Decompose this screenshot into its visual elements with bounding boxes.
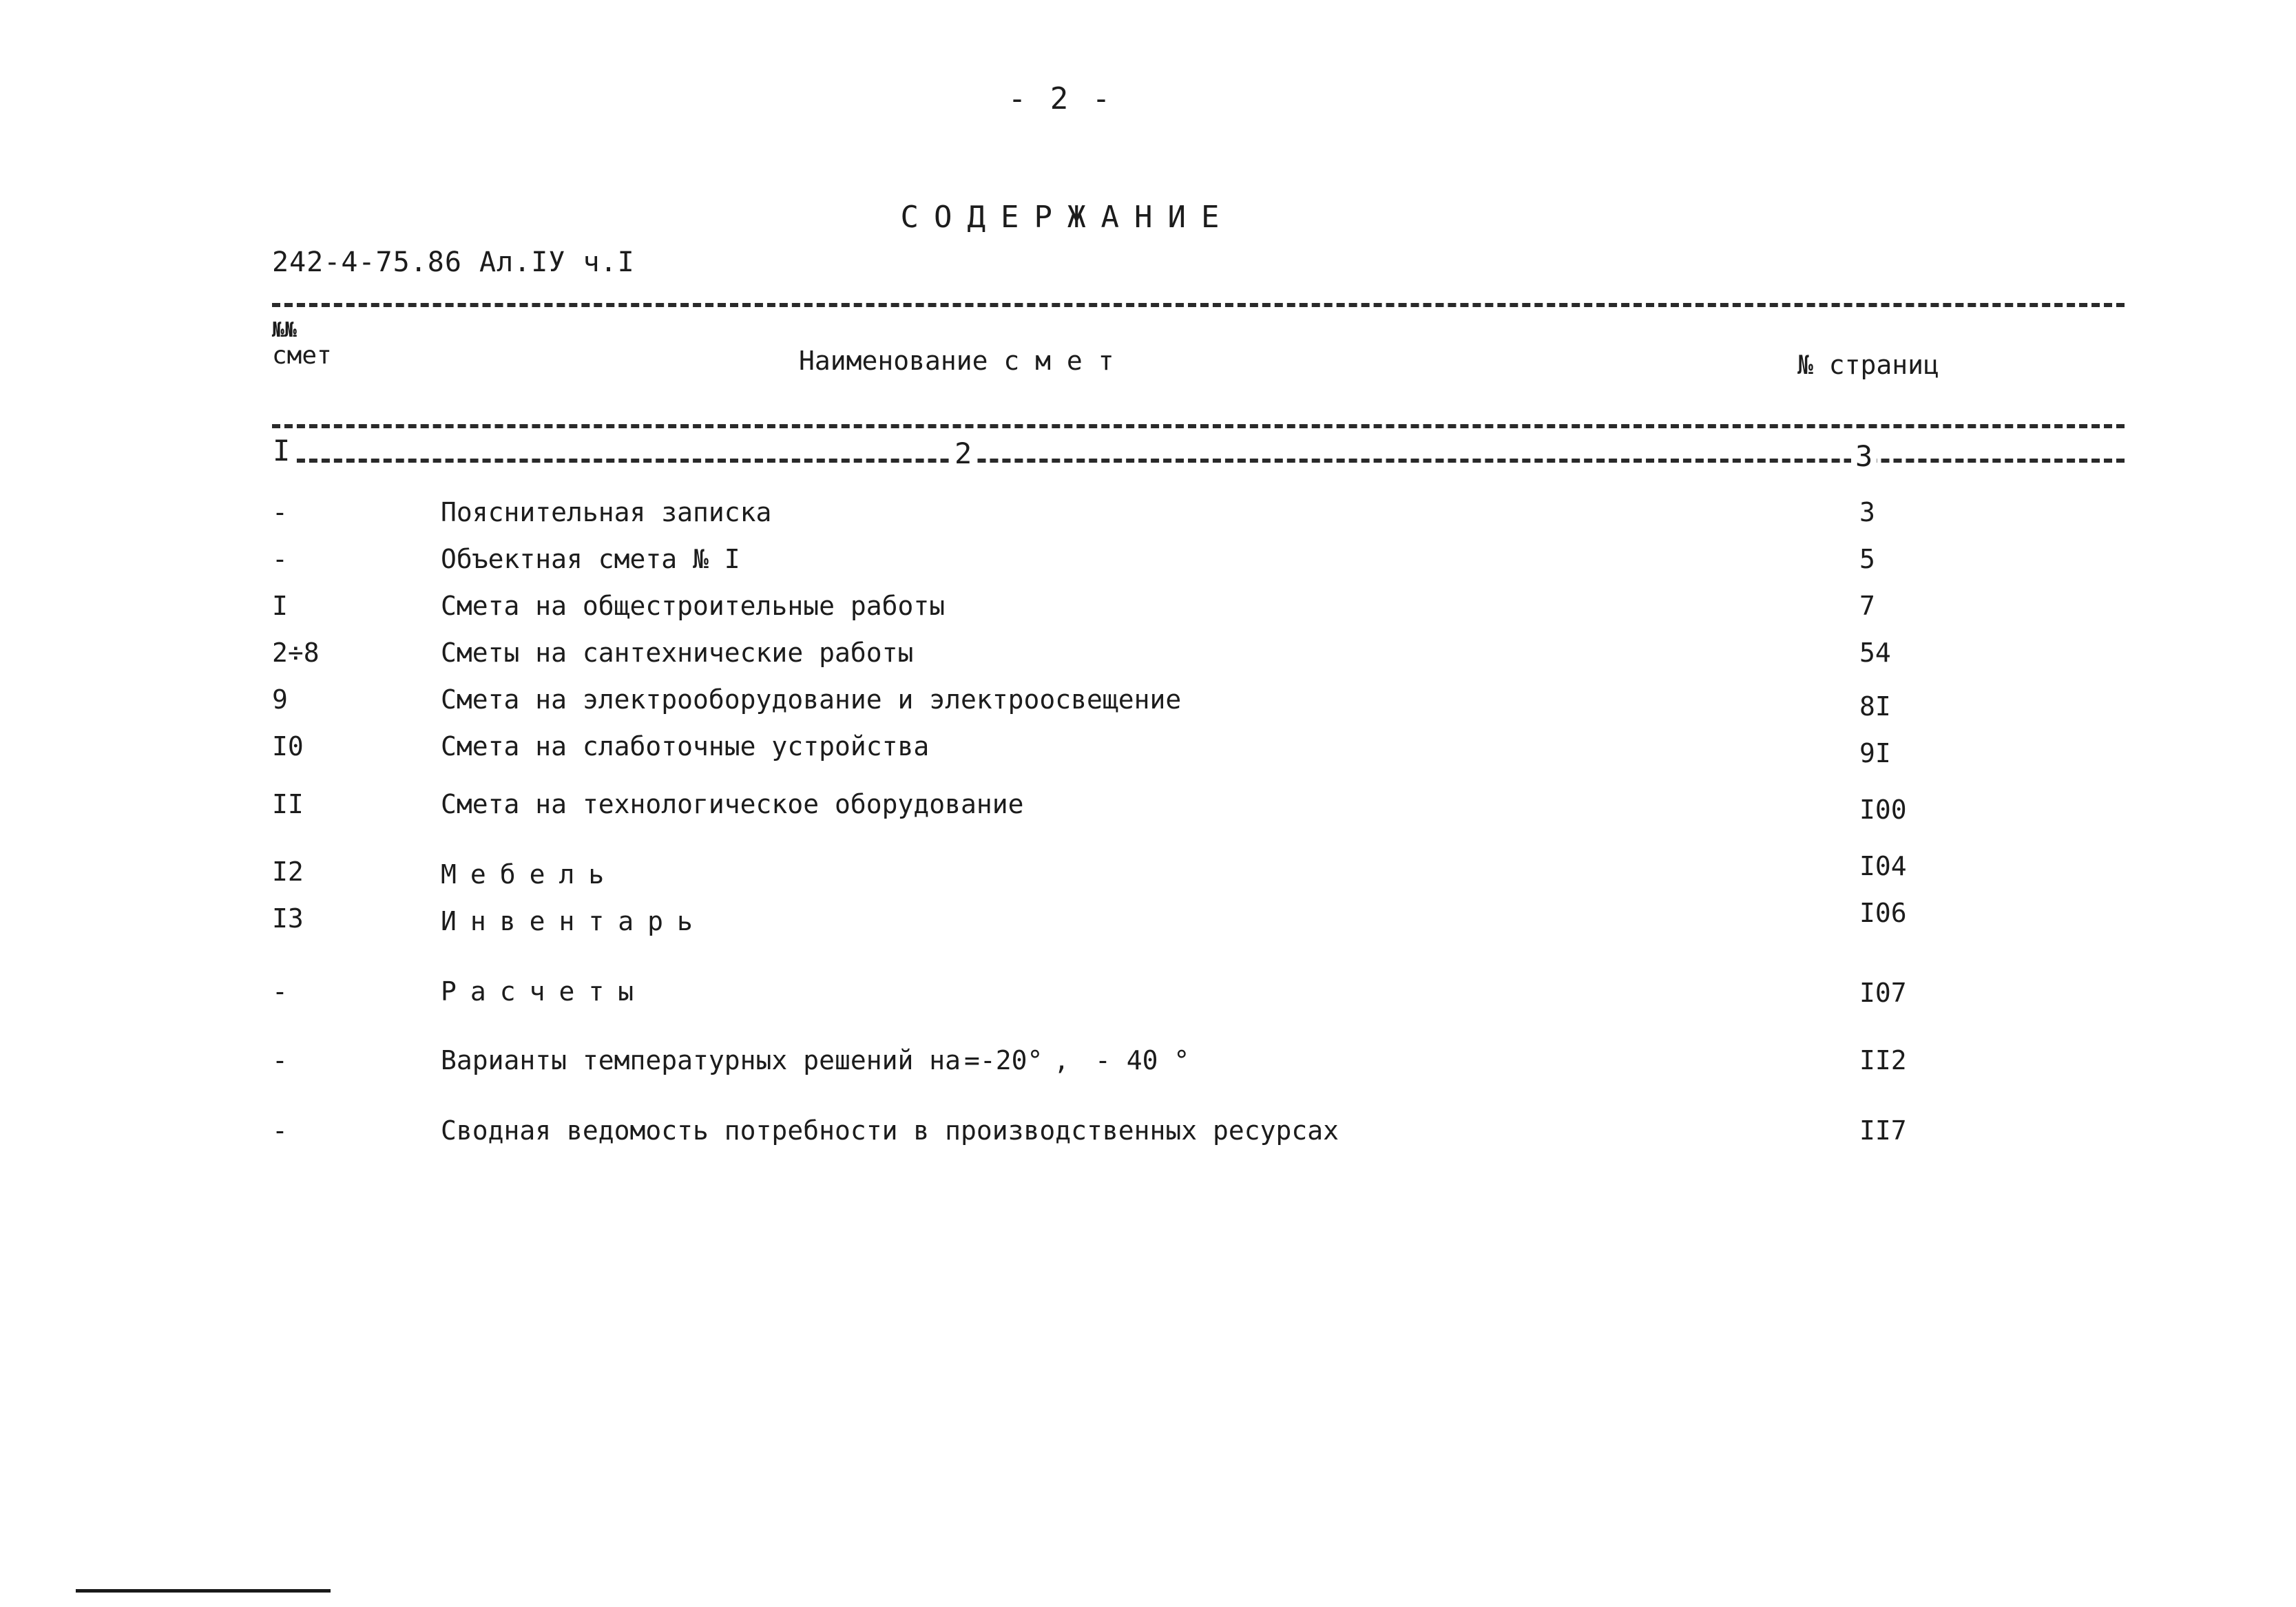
row-name: Смета на слаботочные устройства xyxy=(441,731,930,762)
row-number: 9 xyxy=(272,684,288,715)
row-number: I3 xyxy=(272,903,304,934)
row-name: Сметы на сантехнические работы xyxy=(441,638,914,668)
row-page: 9I xyxy=(1859,738,1891,768)
header-name-label: Наименование с м е т xyxy=(799,346,1114,376)
row-name: Смета на технологическое оборудование xyxy=(441,789,1024,819)
temperature-value-2: - 40 ° xyxy=(1095,1045,1190,1075)
row-number: - xyxy=(272,497,288,527)
row-page: 54 xyxy=(1859,638,1891,668)
table-row xyxy=(0,544,2296,578)
row-page: 8I xyxy=(1859,691,1891,722)
column-number-2: 2 xyxy=(950,437,976,470)
row-name: Расчеты xyxy=(441,976,648,1007)
row-page: I04 xyxy=(1859,851,1907,881)
row-number: - xyxy=(272,544,288,574)
row-number: - xyxy=(272,1115,288,1146)
table-row xyxy=(0,638,2296,672)
row-number: - xyxy=(272,976,288,1007)
table-row xyxy=(0,731,2296,766)
page-number: - 2 - xyxy=(1008,81,1114,116)
row-number: 2÷8 xyxy=(272,638,320,668)
row-name: Варианты температурных решений на xyxy=(441,1045,961,1075)
row-number: I0 xyxy=(272,731,304,762)
table-row xyxy=(0,898,2296,938)
row-page: 3 xyxy=(1859,497,1875,527)
header-bottom-rule xyxy=(272,424,2125,428)
row-name: Сводная ведомость потребности в производственных ресурсах xyxy=(441,1115,1339,1146)
temperature-separator: , xyxy=(1054,1045,1069,1075)
table-row xyxy=(0,684,2296,722)
table-top-rule xyxy=(272,303,2125,307)
row-name: Смета на общестроительные работы xyxy=(441,591,946,621)
row-page: II7 xyxy=(1859,1115,1907,1146)
row-page: 7 xyxy=(1859,591,1875,621)
row-number: II xyxy=(272,789,304,819)
row-name: Инвентарь xyxy=(441,906,707,936)
table-row xyxy=(0,789,2296,823)
table-row xyxy=(0,497,2296,532)
row-page: I07 xyxy=(1859,978,1907,1008)
row-page: 5 xyxy=(1859,544,1875,574)
row-name: Мебель xyxy=(441,859,618,890)
table-row xyxy=(0,1115,2296,1150)
column-number-1: I xyxy=(269,434,294,468)
column-number-rule xyxy=(272,459,2125,463)
table-row xyxy=(0,976,2296,1011)
document-title: СОДЕРЖАНИЕ xyxy=(900,200,1235,235)
row-page: I06 xyxy=(1859,898,1907,928)
table-row xyxy=(0,1045,2296,1080)
row-number: I xyxy=(272,591,288,621)
row-name: Пояснительная записка xyxy=(441,497,772,527)
header-pages-label: № страниц xyxy=(1797,350,1939,380)
row-name: Объектная смета № I xyxy=(441,544,740,574)
document-code: 242-4-75.86 Ал.IУ ч.I xyxy=(272,246,635,278)
row-page: I00 xyxy=(1859,795,1907,825)
table-row xyxy=(0,851,2296,891)
table-row xyxy=(0,591,2296,625)
row-number: I2 xyxy=(272,857,304,887)
header-number-symbol: №№ xyxy=(272,318,298,342)
column-number-3: 3 xyxy=(1851,439,1877,473)
row-name: Смета на электрооборудование и электроосвещение xyxy=(441,684,1182,715)
row-number: - xyxy=(272,1045,288,1075)
margin-rule xyxy=(76,1589,331,1593)
temperature-value-1: =-20° xyxy=(964,1045,1043,1075)
row-page: II2 xyxy=(1859,1045,1907,1075)
header-number-label: смет xyxy=(272,342,332,370)
